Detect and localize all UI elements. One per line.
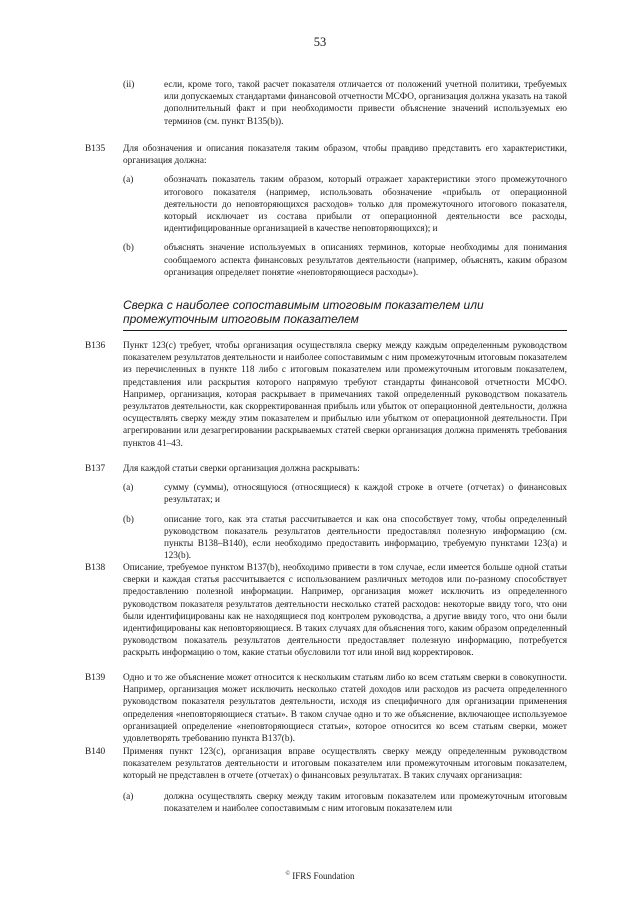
heading-underline <box>123 330 567 331</box>
paragraph-label: B137 <box>85 464 106 474</box>
list-item-text: должна осуществлять сверку между таким итоговым показателем или промежуточным итоговым показателем и наиболее сопоставимым с ним итоговым показателем или <box>164 791 567 814</box>
paragraph-label: B136 <box>85 341 106 351</box>
list-item-a <box>85 482 567 506</box>
list-item-a <box>85 174 567 235</box>
list-item-text: описание того, как эта статья рассчитывается и как она способствует тому, чтобы определенный руководством показатель результатов деятельности предоставлял полезную информацию (см. пункты B138–B140), если необходимо предоставить информацию, требуемую пунктами 123(a) и 123(b). <box>164 514 567 562</box>
page-number: 53 <box>313 35 327 49</box>
sub-item-ii <box>85 79 567 128</box>
list-item-text: сумму (суммы), относящуюся (относящиеся) к каждой строке в отчете (отчетах) о финансовых результатах; и <box>164 483 567 506</box>
paragraph-b135 <box>85 143 567 279</box>
paragraph-b139 <box>85 672 567 745</box>
paragraph-text: Пункт 123(c) требует, чтобы организация осуществляла сверку между каждым определенным руководством показателем результатов деятельности и наиболее сопоставимым с ним промежуточным итоговым показателем из перечисленных в пункте 118 либо с итоговым показателем или промежуточным итоговым показателем, представления или раскрытия которого напрямую требуют стандарты финансовой отчетности МСФО. Например, организация, которая раскрывает в примечаниях такой определенный руководством показатель результатов деятельности, как скорректированная прибыль или убыток от операционной деятельности, должна осуществлять сверку между этим показателем и прибылью или убытком от операционной деятельности. При агрегировании или дезагрегировании раскрываемых статей сверки организация должна применять требования пунктов 41–43. <box>123 341 567 449</box>
list-item-b <box>85 242 567 279</box>
paragraph-text: Для каждой статьи сверки организация должна раскрывать: <box>123 464 360 474</box>
sub-item-label: (ii) <box>123 80 135 90</box>
paragraph-b137 <box>85 463 567 562</box>
footer-text: IFRS Foundation <box>292 871 355 881</box>
list-item-label: (a) <box>123 483 134 494</box>
list-item-label: (a) <box>123 175 134 186</box>
paragraph-text: Для обозначения и описания показателя таким образом, чтобы правдиво представить его характеристики, организация должна: <box>123 144 567 167</box>
paragraph-label: B139 <box>85 673 106 683</box>
list-item-label: (a) <box>123 791 134 802</box>
paragraph-text: Применяя пункт 123(c), организация вправе осуществлять сверку между определенным руководством показателем результатов деятельности и итоговым показателем или промежуточным итоговым показателем, который не представлен в отчете (отчетах) о финансовых результатах. В таких случаях организация: <box>123 747 567 782</box>
paragraph-b136 <box>85 340 567 450</box>
paragraph-label: B140 <box>85 747 106 757</box>
paragraph-continuation <box>85 79 567 128</box>
list-item-b <box>85 514 567 563</box>
list-item-label: (b) <box>123 514 134 525</box>
footer <box>0 868 640 882</box>
copyright-symbol: © <box>285 871 291 877</box>
section-heading <box>123 298 567 331</box>
paragraph-text: Описание, требуемое пунктом B137(b), необходимо привести в том случае, если имеется больше одной статьи сверки и каждая статья рассчитывается с использованием различных методов или по-разному способствует предоставлению полезной информации. Например, организация может исключить из определенного руководством показателя результатов деятельности несколько статей расходов: некоторые ввиду того, что они были идентифицированы как не находящиеся под контролем руководства, а другие ввиду того, что они были идентифицированы как неповторяющиеся. В таких случаях для объяснения того, каким образом определенный руководством показатель результатов деятельности предоставляет полезную информацию, потребуется раскрыть информацию о том, какие статьи обусловили тот или иной вид корректировок. <box>123 563 567 659</box>
list-item-text: обозначать показатель таким образом, который отражает характеристики этого промежуточного итогового показателя (например, использовать обозначение «прибыль от операционной деятельности до неповторяющихся расходов» только для промежуточного итогового показателя, который исключает из состава прибыли от операционной деятельности все расходы, идентифицированные организацией в качестве неповторяющихся); и <box>164 175 567 235</box>
section-heading-text: Сверка с наиболее сопоставимым итоговым показателем или промежуточным итоговым показателем <box>123 298 484 326</box>
sub-item-text: если, кроме того, такой расчет показателя отличается от положений учетной политики, требуемых или допускаемых стандартами финансовой отчетности МСФО, организация должна указать на такой дополнительный факт и при необходимости привести объяснение значений используемых ею терминов (см. пункт B135(b)). <box>164 80 567 127</box>
list-item-a <box>85 791 567 815</box>
paragraph-label: B138 <box>85 563 106 573</box>
paragraph-label: B135 <box>85 144 106 154</box>
list-item-label: (b) <box>123 243 134 254</box>
paragraph-text: Одно и то же объяснение может относится к нескольким статьям либо ко всем статьям сверки в совокупности. Например, организация может исключить несколько статей доходов или расходов из расчета определенного руководством показателя результатов деятельности, исходя из специфичного для организации применения определения «неповторяющиеся статьи». В таком случае одно и то же объяснение, включающее используемое организацией определение «неповторяющиеся статьи», которое относится ко всем статьям сверки, может удовлетворять требованию пункта B137(b). <box>123 673 567 745</box>
list-item-text: объяснять значение используемых в описаниях терминов, которые необходимы для понимания сообщаемого аспекта финансовых результатов деятельности (например, объяснять, каким образом организация определяет понятие «неповторяющиеся расходы»). <box>164 243 567 278</box>
paragraph-b140 <box>85 746 567 815</box>
paragraph-b138 <box>85 562 567 660</box>
